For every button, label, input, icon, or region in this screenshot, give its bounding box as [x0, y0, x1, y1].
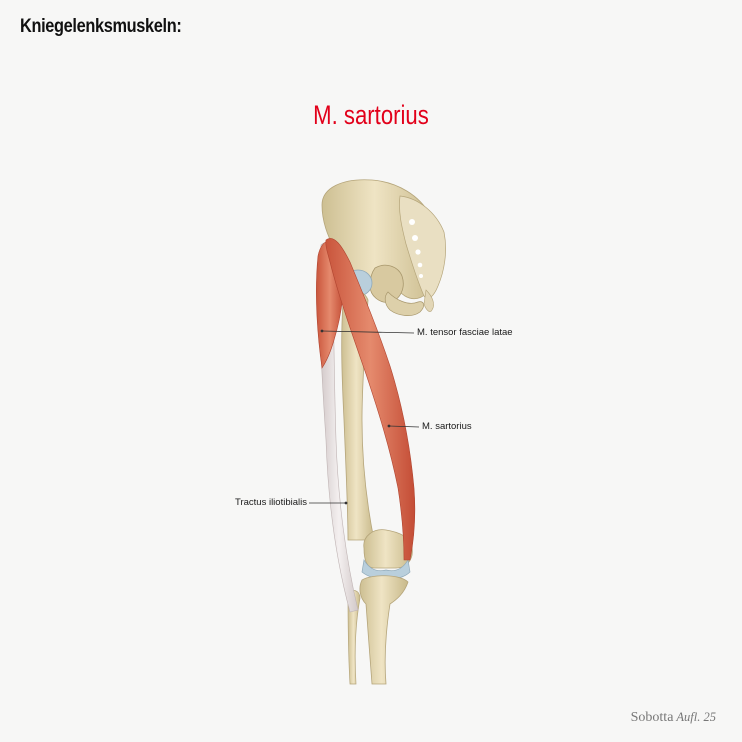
label-tensor-fasciae-latae: M. tensor fasciae latae	[417, 327, 513, 338]
figure-title: M. sartorius	[313, 100, 429, 130]
source-edition: Aufl. 25	[676, 710, 716, 724]
source-credit	[631, 710, 716, 726]
page-title: Kniegelenksmuskeln:	[20, 16, 182, 37]
source-book: Sobotta	[630, 710, 674, 725]
tibia	[360, 576, 408, 684]
label-sartorius: M. sartorius	[422, 421, 472, 432]
label-tractus-iliotibialis: Tractus iliotibialis	[235, 497, 307, 508]
